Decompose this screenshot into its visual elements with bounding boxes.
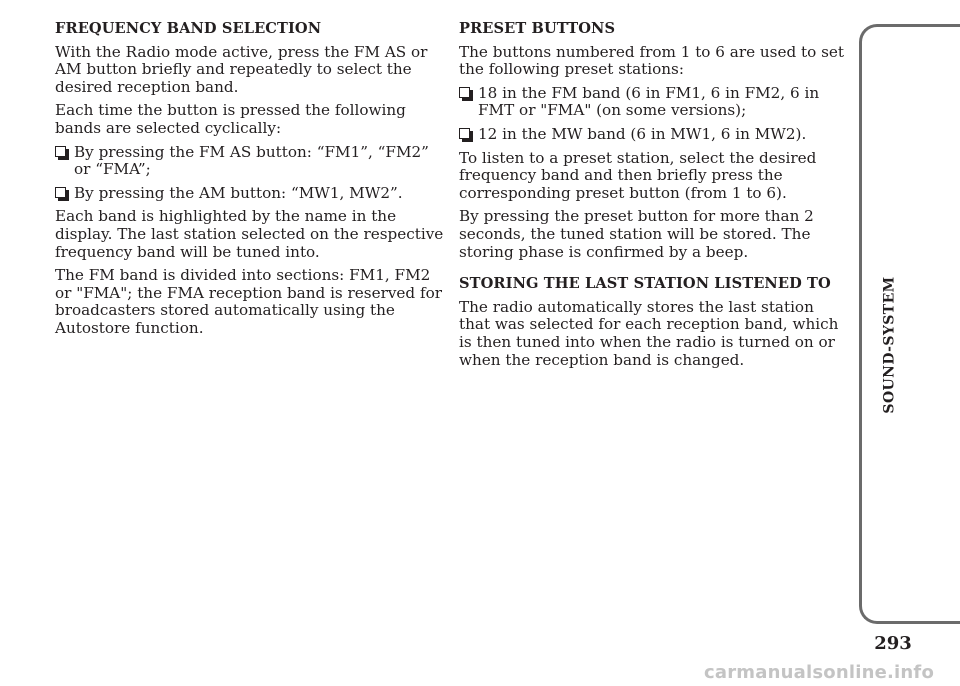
paragraph: The buttons numbered from 1 to 6 are used to set the following preset stations:	[459, 42, 844, 79]
watermark: carmanualsonline.info	[704, 662, 935, 683]
section-heading-preset-buttons: PRESET BUTTONS	[459, 20, 616, 37]
side-tab-text: SOUND-SYSTEM	[882, 276, 898, 414]
bullet-text: 12 in the MW band (6 in MW1, 6 in MW2).	[478, 124, 807, 143]
checkbox-bullet-icon	[459, 128, 470, 139]
checkbox-bullet-icon	[55, 187, 66, 198]
side-tab-label	[864, 270, 916, 420]
paragraph: By pressing the preset button for more than 2 seconds, the tuned station will be stored. The storing phase is confirmed by a beep.	[459, 207, 814, 261]
paragraph: The radio automatically stores the last station that was selected for each reception band, which is then tuned into when the radio is turned on or when the reception band is changed.	[459, 297, 839, 369]
bullet-item	[55, 144, 445, 179]
paragraph: Each time the button is pressed the following bands are selected cyclically:	[55, 101, 406, 137]
left-column	[55, 20, 445, 344]
paragraph: The FM band is divided into sections: FM1, FM2 or "FMA"; the FMA reception band is reserved for broadcasters stored automatically using the Autostore function.	[55, 266, 442, 337]
paragraph: To listen to a preset station, select the desired frequency band and then briefly press the corresponding preset button (from 1 to 6).	[459, 148, 817, 202]
bullet-item	[55, 185, 445, 203]
bullet-text: By pressing the FM AS button: “FM1”, “FM2” or “FMA”;	[74, 142, 429, 179]
bullet-text: By pressing the AM button: “MW1, MW2”.	[74, 183, 403, 202]
page-number: 293	[874, 633, 912, 654]
section-heading-storing-last-station: STORING THE LAST STATION LISTENED TO	[459, 275, 831, 293]
checkbox-bullet-icon	[459, 87, 470, 98]
checkbox-bullet-icon	[55, 146, 66, 157]
bullet-text: 18 in the FM band (6 in FM1, 6 in FM2, 6 in FMT or "FMA" (on some versions);	[478, 83, 820, 120]
section-heading-frequency-band: FREQUENCY BAND SELECTION	[55, 20, 322, 37]
bullet-item	[459, 85, 849, 120]
paragraph: With the Radio mode active, press the FM AS or AM button briefly and repeatedly to select the desired reception band.	[55, 42, 428, 96]
bullet-item	[459, 126, 849, 144]
paragraph: Each band is highlighted by the name in the display. The last station selected on the respective frequency band will be tuned into.	[55, 207, 444, 261]
right-column	[459, 20, 849, 375]
